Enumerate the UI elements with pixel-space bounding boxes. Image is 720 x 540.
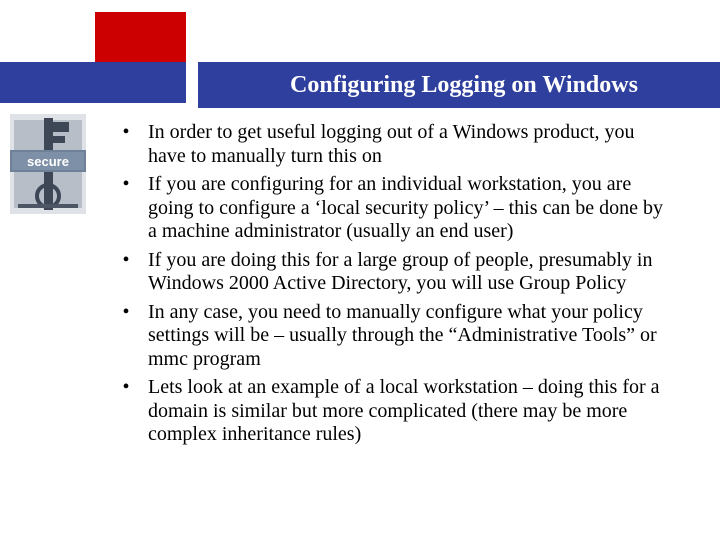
bullet-text: If you are doing this for a large group of people, presumably in Windows 2000 Active Directory, you will use Group Policy [148,248,653,294]
list-item [112,301,672,372]
list-item [112,173,672,244]
list-item [112,121,672,168]
list-item [112,376,672,447]
bullet-marker: • [122,121,130,143]
bullet-text: If you are configuring for an individual workstation, you are going to configure a ‘local security policy’ – this can be done by a machine administrator (usually an end user) [148,173,664,242]
bullet-list [112,121,672,452]
blue-accent-band [0,62,186,103]
secure-key-icon [10,114,86,214]
bullet-marker: • [122,376,130,398]
page-title: Configuring Logging on Windows [290,71,638,98]
bullet-text: In any case, you need to manually configure what your policy settings will be – usually through the “Administrative Tools” or mmc program [148,300,657,370]
bullet-marker: • [122,173,130,195]
secure-icon-label: secure [27,154,69,169]
list-item [112,249,672,296]
bullet-text: Lets look at an example of a local workstation – doing this for a domain is similar but more complicated (there may be more complex inheritance rules) [148,376,660,445]
bullet-text: In order to get useful logging out of a Windows product, you have to manually turn this on [148,121,635,167]
bullet-marker: • [122,300,130,323]
title-bar [198,62,720,108]
bullet-marker: • [122,248,130,271]
